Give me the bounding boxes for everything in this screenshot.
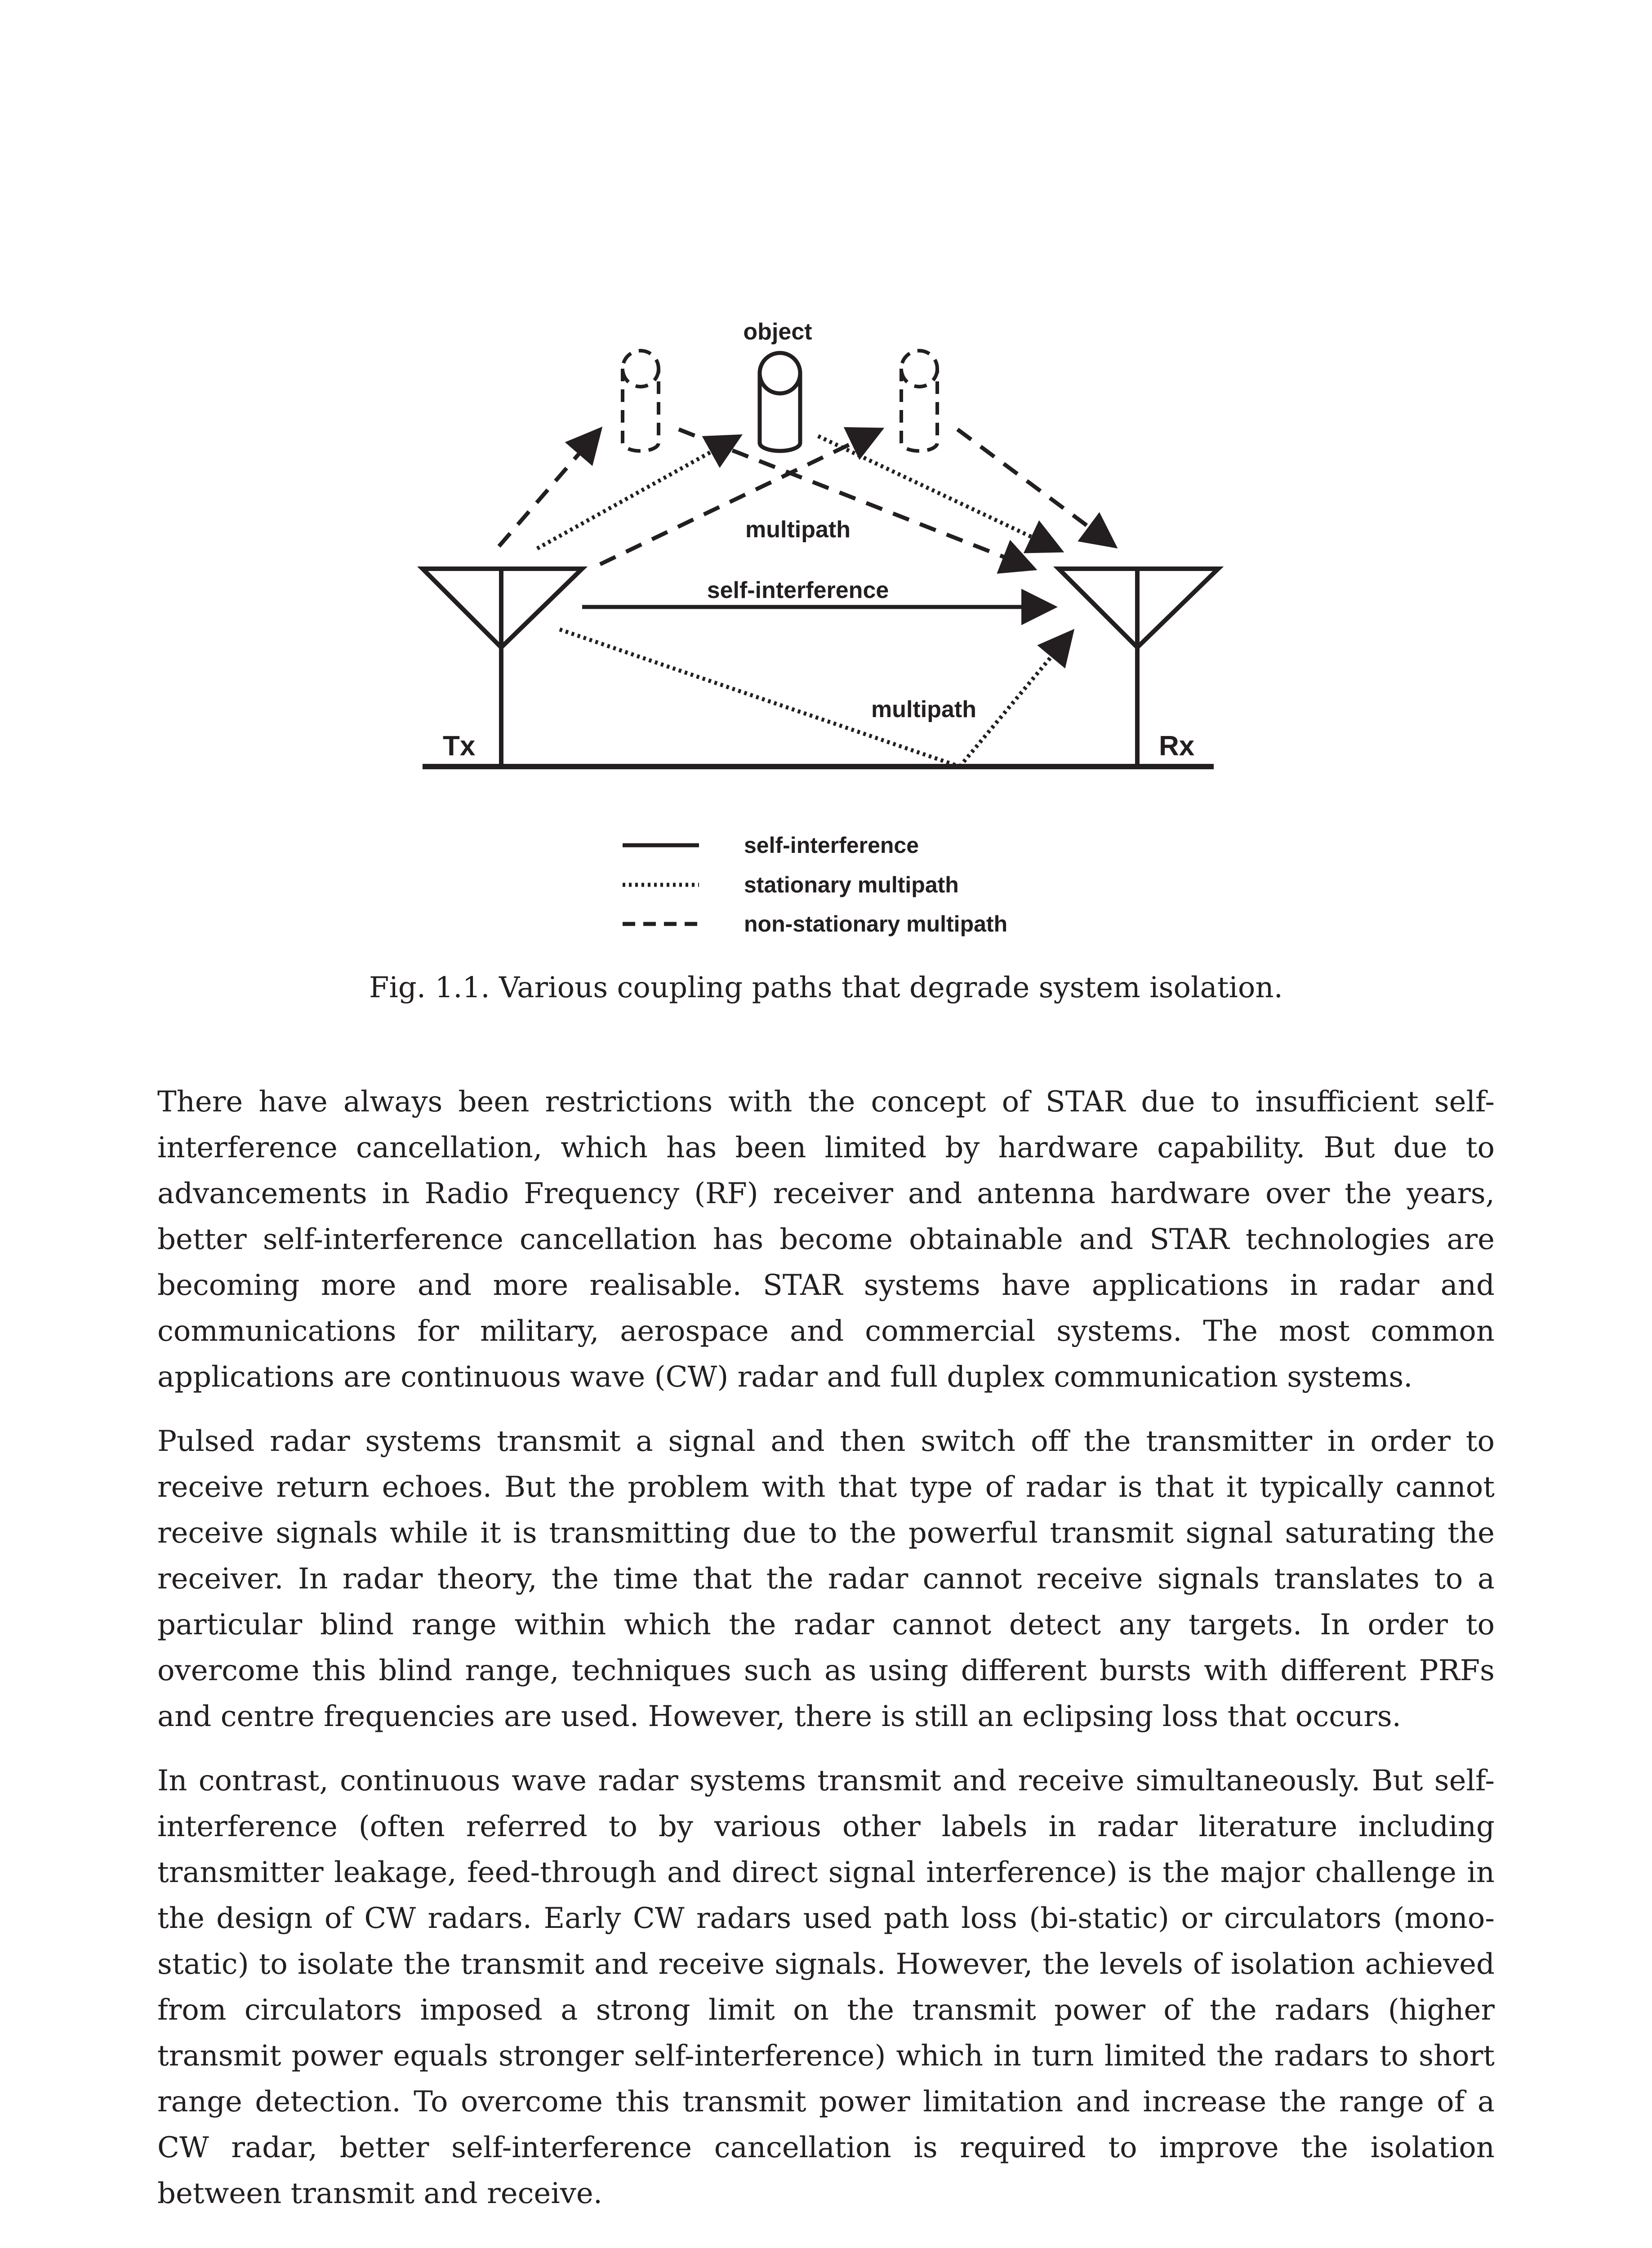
body-paragraph: In contrast, continuous wave radar systems transmit and receive simultaneously. But self-interference (often referred to by various other labels in radar literature including transmitter leakage, feed-through and direct signal interference) is the major challenge in the design of CW radars. Early CW radars used path loss (bi-static) or circulators (mono-static) to isolate the transmit and receive signals. However, the levels of isolation achieved from circulators imposed a strong limit on the transmit power of the radars (higher transmit power equals stronger self-interference) which in turn limited the radars to short range detection. To overcome this transmit power limitation and increase the range of a CW radar, better self-interference cancellation is required to improve the isolation between transmit and receive. bbox=[157, 1764, 1495, 2210]
multipath-bottom-label: multipath bbox=[871, 696, 976, 723]
self-interference-label: self-interference bbox=[707, 577, 889, 603]
legend-label-self-interference: self-interference bbox=[744, 833, 919, 858]
ghost-object-left bbox=[623, 351, 659, 451]
body-paragraph: Pulsed radar systems transmit a signal and then switch off the transmitter in order to receive return echoes. But the problem with that type of radar is that it typically cannot receive signals while it is transmitting due to the powerful transmit signal saturating the receiver. In radar theory, the time that the radar cannot receive signals translates to a particular blind range within which the radar cannot detect any targets. In order to overcome this blind range, techniques such as using different bursts with different PRFs and centre frequencies are used. However, there is still an eclipsing loss that occurs. bbox=[157, 1425, 1495, 1733]
ghost-object-right bbox=[901, 351, 937, 451]
object-cylinder bbox=[760, 353, 800, 451]
figure-caption: Fig. 1.1. Various coupling paths that degrade system isolation. bbox=[369, 971, 1283, 1004]
legend-label-stationary-multipath: stationary multipath bbox=[744, 872, 959, 897]
figure-legend bbox=[616, 827, 1065, 958]
coupling-paths-figure bbox=[405, 297, 1259, 859]
legend-label-non-stationary-multipath: non-stationary multipath bbox=[744, 911, 1008, 937]
multipath-top-label: multipath bbox=[745, 517, 850, 543]
coupling-paths-diagram bbox=[405, 297, 1259, 859]
body-paragraph: There have always been restrictions with the concept of STAR due to insufficient self-interference cancellation, which has been limited by hardware capability. But due to advancements in Radio Frequency (RF) receiver and antenna hardware over the years, better self-interference cancellation has become obtainable and STAR technologies are becoming more and more realisable. STAR systems have applications in radar and communications for military, aerospace and commercial systems. The most common applications are continuous wave (CW) radar and full duplex communication systems. bbox=[157, 1085, 1495, 1394]
legend-graphic bbox=[616, 827, 1065, 958]
object-label: object bbox=[743, 319, 812, 345]
rx-label: Rx bbox=[1159, 731, 1195, 762]
non-stationary-multipath-paths bbox=[499, 429, 1115, 569]
tx-label: Tx bbox=[443, 731, 476, 762]
